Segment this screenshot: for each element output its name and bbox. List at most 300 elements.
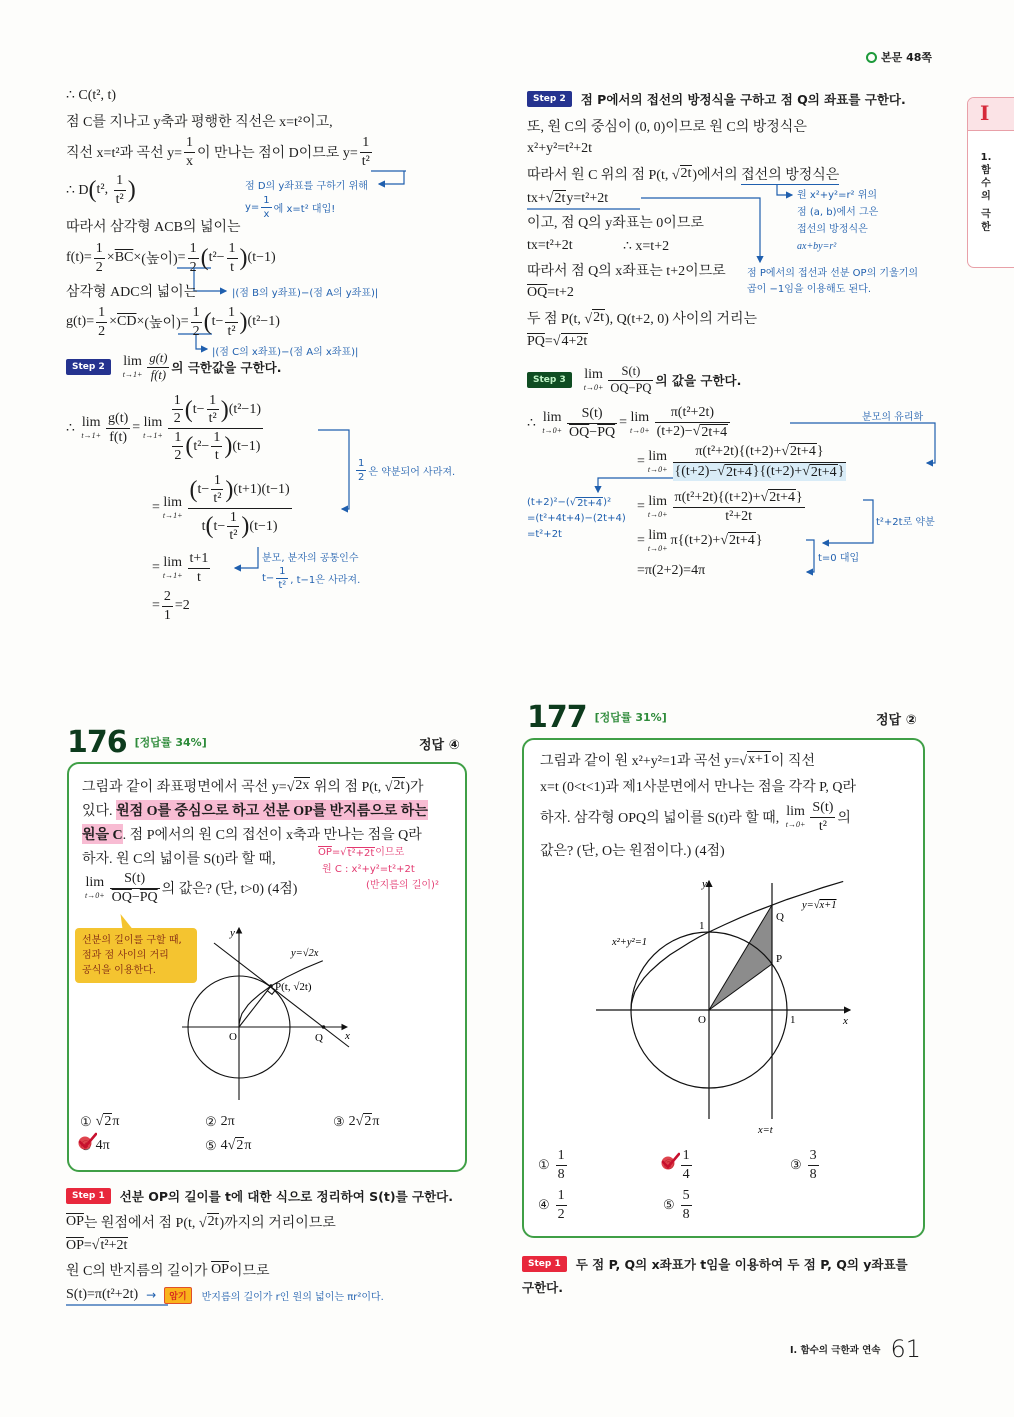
radicand: 2 [104, 1114, 112, 1130]
fraction [261, 195, 271, 220]
segment-op: $\overline{OP}$ [318, 847, 332, 858]
fraction [207, 393, 219, 427]
x-axis-label: x [345, 1030, 350, 1042]
numerator: 1 [263, 194, 270, 206]
minus-sign: − [589, 424, 598, 440]
numerator [673, 443, 847, 462]
fraction [673, 443, 847, 480]
text-segment: . 점 P에서의 원 C의 접선이 x축과 만나는 점을 Q라 [122, 828, 422, 843]
area-formula: S(t)=π(t²+2t) [66, 1287, 139, 1302]
curve-label-prefix: y=√ [802, 900, 820, 911]
step-1-heading [66, 1186, 453, 1206]
paren: ) [224, 433, 233, 460]
curve-label [801, 899, 837, 911]
tangent-equation [527, 189, 608, 209]
radicand: 2t+4 [810, 464, 837, 480]
lim-word: lim [143, 415, 163, 430]
lim-word: lim [630, 410, 650, 425]
radicand: x+1 [747, 752, 770, 768]
denominator [110, 889, 160, 905]
segment-cd: $\overline{CD}$ [117, 314, 137, 329]
origin-label: O [229, 1031, 237, 1043]
numerator: 1 [227, 510, 239, 527]
choice-3 [333, 1112, 379, 1132]
step-2-heading [527, 89, 906, 109]
solution-line [66, 134, 374, 170]
height-label: (높이) [141, 252, 178, 267]
point-q [322, 1025, 326, 1029]
limit-operator [143, 416, 163, 440]
paren: ) [239, 245, 248, 271]
x-intercept-one: 1 [790, 1014, 796, 1026]
note-text: =(t²+4t+4)−(2t+4) [527, 513, 626, 524]
note-text: =t²+2t [527, 529, 562, 540]
segment-op [239, 986, 271, 1027]
step-badge: Step 2 [66, 359, 111, 375]
line-label: x=t [758, 1125, 773, 1136]
segment-pq: $\overline{PQ}$ [597, 424, 616, 440]
paren: ( [185, 433, 194, 460]
point-p-label: P [776, 953, 783, 965]
fraction [225, 305, 237, 339]
numerator: 1 [556, 1148, 567, 1165]
choice-4-selected [80, 1136, 110, 1156]
fraction [188, 551, 211, 585]
solution-line [527, 139, 592, 159]
correct-rate: [정답률 34%] [134, 736, 207, 749]
text-segment: π{(t+2)+√ [670, 533, 729, 548]
paren: ) [220, 396, 229, 423]
problem-176-graph [175, 922, 365, 1104]
text-segment: 위의 점 P(t, √ [310, 780, 393, 795]
lim-subscript: t→1+ [143, 431, 163, 440]
times-sign: × [106, 250, 115, 265]
sqrt-sign: √ [355, 1114, 364, 1129]
solution-line [527, 116, 807, 136]
step-title: 의 값을 구한다. [655, 373, 742, 388]
numerator: 1 [211, 473, 223, 490]
step-badge: Step 3 [527, 372, 572, 388]
lim-subscript: t→0+ [583, 383, 604, 392]
text-segment: 이 만나는 점이 D이므로 y= [197, 146, 358, 161]
solution-line [527, 164, 839, 184]
annotation-note [245, 176, 368, 192]
problem-number: 177 [527, 699, 587, 735]
limit-calc-row-3 [637, 487, 807, 527]
choice-1 [80, 1112, 119, 1132]
textbook-reference [866, 49, 932, 65]
segment-pq: $\overline{PQ}$ [139, 889, 158, 905]
text-segment: } [796, 490, 803, 506]
choice-2-selected [663, 1148, 694, 1182]
lim-word: lim [123, 354, 142, 369]
numerator: 1 [207, 393, 219, 410]
limit-calc-row-1 [66, 393, 265, 463]
text-segment: {(t+2)−√ [674, 464, 725, 480]
denominator: 8 [682, 1206, 690, 1222]
lim-word: lim [163, 495, 183, 510]
fraction [655, 405, 731, 440]
red-check-icon [660, 1151, 680, 1171]
step-2-heading [66, 350, 281, 384]
chapter-char: 의 [981, 191, 991, 202]
paren: ( [203, 309, 212, 335]
limit-operator [786, 805, 806, 829]
circle-equation: x²+y²=t²+2t [527, 141, 593, 156]
connector-arrow [379, 171, 404, 184]
fraction [608, 365, 653, 396]
choice-number: ② [205, 1114, 217, 1129]
radicand: 2t+4 [790, 444, 816, 460]
text-segment: y=t²+2t [566, 191, 609, 206]
paren: ( [184, 396, 193, 423]
choice-number: ④ [538, 1197, 550, 1212]
radicand: 2t+4 [701, 424, 728, 440]
choice-5 [205, 1136, 251, 1156]
solution-line [527, 260, 726, 280]
text-segment: t²− [208, 250, 225, 265]
segment-oq: $\overline{OQ}$ [111, 889, 132, 905]
result-value: =π(2+2)=4π [637, 563, 706, 578]
text-segment: 의 값은? (단, t>0) (4점) [161, 882, 298, 897]
denominator: 2 [98, 323, 106, 339]
memo-badge: 암기 [164, 1287, 191, 1304]
radicand: 2 [236, 1138, 244, 1154]
denominator [655, 423, 731, 441]
numerator: 3 [808, 1148, 819, 1165]
limit-operator [163, 556, 183, 580]
choice-value: π [244, 1138, 252, 1153]
chapter-char: 수 [981, 178, 991, 189]
annotation-note [262, 548, 358, 564]
step-1-heading-continued [522, 1277, 563, 1297]
result-value: =2 [174, 598, 190, 613]
annotation-note [527, 495, 626, 543]
text-segment: )까지의 거리이므로 [219, 1216, 336, 1231]
g-formula [66, 303, 280, 341]
curve-label: y=√2x [291, 948, 319, 959]
solution-line [527, 283, 574, 303]
text-segment: t², [96, 182, 112, 197]
text-segment: } [837, 464, 845, 480]
annotation-note [354, 458, 455, 482]
note-text: |(점 B의 y좌표)−(점 A의 y좌표)| [232, 287, 379, 299]
numerator: 1 [184, 135, 195, 152]
denominator: t² [361, 153, 370, 169]
fraction [227, 510, 239, 544]
segment-bc: $\overline{BC}$ [114, 250, 134, 265]
x-axis-label: x [843, 1015, 848, 1027]
lim-word: lim [584, 367, 603, 382]
radicand: 2x [295, 778, 310, 794]
equals-sign: = [177, 250, 186, 265]
equals-sign: = [637, 499, 645, 514]
step-title: 선분 OP의 길이를 t에 대한 식으로 정리하여 S(t)를 구한다. [119, 1189, 453, 1204]
denominator [188, 509, 292, 544]
limit-calc-row-5 [637, 560, 705, 582]
lim-subscript: t→0+ [85, 891, 105, 900]
fraction [556, 1188, 567, 1222]
connector-arrow [806, 540, 814, 572]
chapter-char: 함 [981, 165, 991, 176]
annotation-note [797, 187, 878, 255]
radicand: 2 [364, 1114, 372, 1130]
text-segment: 두 점 P(t, √ [527, 312, 593, 327]
lim-subscript: t→1+ [122, 370, 143, 379]
problem-text-line [540, 776, 856, 796]
page-number: 61 [890, 1335, 922, 1363]
solution-line [66, 111, 333, 131]
answer-text: 정답 ② [876, 712, 917, 728]
text-segment: (t+2)−√ [656, 424, 701, 440]
problem-text-line [82, 848, 276, 868]
paren: ) [225, 476, 234, 503]
choice-number: ③ [790, 1157, 802, 1172]
text-segment: (t+1)(t−1) [233, 481, 290, 497]
point-q-label: Q [776, 911, 784, 923]
equals-sign: = [180, 314, 189, 329]
equals-sign: = [152, 500, 160, 515]
lim-subscript: t→1+ [162, 511, 183, 520]
denominator: t [230, 259, 234, 275]
origin-label: O [698, 1014, 706, 1026]
numerator [673, 489, 805, 508]
numerator: g(t) [147, 352, 169, 368]
lim-word: lim [542, 410, 562, 425]
pink-annotation [318, 845, 439, 895]
text-segment: 는 원점에서 점 P(t, √ [83, 1216, 207, 1231]
note-text: t²+2t로 약분 [876, 516, 935, 528]
times-sign: × [109, 314, 118, 329]
problem-text-line [82, 800, 428, 820]
limit-operator [648, 450, 668, 474]
compound-fraction [188, 473, 292, 544]
text-segment: π(t²+2t){(t+2)+√ [674, 490, 769, 506]
fraction [356, 458, 366, 483]
fraction [567, 406, 617, 440]
note-text: t²+2t [388, 863, 415, 875]
denominator: t²+2t [725, 509, 753, 525]
step-badge: Step 2 [527, 91, 572, 107]
sqrt-sign: √ [95, 1114, 104, 1129]
numerator: 1 [172, 393, 183, 410]
equals-sign: = [152, 598, 160, 613]
text-segment: 따라서 삼각형 ACB의 넓이는 [66, 220, 241, 235]
denominator [608, 381, 653, 396]
problem-text-line [82, 870, 297, 906]
sqrt-sign: √ [227, 1138, 236, 1153]
limit-operator [81, 416, 101, 440]
radicand: 2t+4 [729, 533, 755, 549]
denominator: 2 [173, 411, 181, 427]
segment-oq: $\overline{OQ}$ [527, 285, 548, 300]
solution-line [66, 1212, 336, 1232]
solution-line [527, 236, 669, 256]
equals-sign: = [637, 533, 645, 548]
solution-line [66, 216, 241, 236]
note-text: 분모의 유리화 [862, 411, 924, 423]
annotation-note [818, 548, 859, 564]
segment-op: $\overline{OP}$ [211, 1262, 229, 1277]
choice-value: 2 [348, 1114, 356, 1129]
text-segment: 이 직선 [770, 754, 815, 769]
text-segment: tx=t²+2t [527, 238, 573, 253]
choice-number: ③ [333, 1114, 345, 1129]
height-label: (높이) [144, 316, 181, 331]
solution-line [66, 1285, 384, 1305]
limit-operator [648, 495, 668, 519]
text-segment: t− [192, 401, 205, 417]
radicand: 2t [593, 310, 604, 326]
text-segment: 접선의 방정식은 [741, 164, 839, 185]
text-segment: 값은? (단, O는 원점이다.) (4점) [540, 844, 725, 859]
radicand: 2t+4 [725, 464, 752, 480]
chapter-title-vertical [968, 131, 1004, 234]
lim-word: lim [648, 528, 668, 543]
minus-sign: − [628, 380, 636, 395]
correct-rate: [정답률 31%] [594, 711, 667, 724]
circle-label: x²+y²=1 [612, 937, 648, 948]
text-segment: g(t)= [66, 314, 95, 329]
text-segment: 따라서 원 C 위의 점 P(t, √ [527, 168, 680, 183]
times-sign: × [136, 314, 145, 329]
numerator: π(t²+2t) [655, 405, 731, 422]
compound-fraction [168, 393, 263, 464]
fraction [110, 871, 160, 905]
text-segment: t− [213, 518, 226, 534]
connector-arrow [777, 184, 792, 195]
step-3-heading [527, 362, 741, 398]
denominator: f(t) [150, 367, 167, 382]
denominator: 4 [682, 1166, 690, 1182]
denominator: t² [115, 191, 124, 207]
problem-text-line [82, 824, 422, 844]
paren: ( [88, 177, 97, 203]
text-segment: π(t²+2t){(t+2)+√ [695, 444, 790, 460]
numerator: 1 [556, 1188, 567, 1205]
denominator: 8 [809, 1166, 817, 1182]
solution-line [66, 1236, 128, 1256]
point-c-result: ∴ C(t², t) [66, 87, 117, 103]
denominator: 2 [189, 259, 197, 275]
footer-chapter: Ⅰ. 함수의 극한과 연속 [790, 1345, 881, 1356]
denominator-highlighted [673, 463, 847, 481]
point-q-label: Q [315, 1032, 323, 1044]
step-title: 의 극한값을 구한다. [171, 360, 282, 375]
choice-2 [205, 1112, 235, 1132]
text-segment: 이므로 [228, 1264, 270, 1279]
note-text: t=0 대입 [818, 552, 860, 564]
answer-label [419, 734, 460, 752]
fraction [810, 800, 835, 834]
numerator: t+1 [188, 551, 211, 568]
choice-number: ⑤ [205, 1138, 217, 1153]
fraction [360, 135, 372, 169]
text-segment: 의 [837, 811, 851, 826]
annotation-note [862, 407, 923, 423]
text-segment: 하자. 삼각형 OPQ의 넓이를 S(t)라 할 때, [540, 811, 783, 826]
note-text: t− [262, 572, 275, 584]
note-text: 은 약분되어 사라져. [368, 466, 456, 478]
lim-subscript: t→0+ [647, 465, 668, 474]
text-segment: ), Q(t+2, 0) 사이의 거리는 [604, 312, 757, 327]
text-segment: (t²−1) [247, 314, 280, 329]
numerator: 1 [188, 241, 199, 258]
text-segment: t− [211, 314, 224, 329]
point-p [269, 984, 273, 988]
text-segment: t− [197, 481, 210, 497]
solution-line [527, 332, 588, 352]
note-text: 점 D의 y좌표를 구하기 위해 [245, 180, 368, 192]
text-segment: =t+2 [547, 285, 574, 300]
annotation-note [876, 512, 935, 528]
y-axis-label: y [702, 878, 707, 890]
note-text: 분모, 분자의 공통인수 [262, 552, 359, 564]
solution-line [527, 212, 704, 232]
circle-ring-icon [866, 52, 877, 63]
highlighted-text: 원을 C [82, 824, 123, 844]
numerator: S(t) [810, 800, 835, 817]
step-title: 두 점 P, Q의 x좌표가 t임을 이용하여 두 점 P, Q의 y좌표를 [575, 1257, 908, 1272]
choice-value: π [372, 1114, 380, 1129]
chapter-side-tab [967, 97, 1014, 268]
note-text: )² [603, 497, 612, 508]
note-text: 점 P에서의 접선과 선분 OP의 기울기의 [747, 268, 919, 279]
text-segment: 삼각형 ADC의 넓이는 [66, 285, 198, 300]
fraction [191, 305, 202, 339]
denominator: 2 [557, 1206, 565, 1222]
fraction [211, 430, 222, 464]
f-formula [66, 239, 276, 277]
annotation-note [262, 566, 360, 590]
numerator: S(t) [608, 365, 653, 381]
lim-subscript: t→0+ [647, 544, 668, 553]
step-badge: Step 1 [66, 1188, 111, 1204]
fraction [172, 393, 183, 427]
problem-text-line [540, 840, 725, 860]
denominator: x [186, 153, 193, 169]
note-text: ax+by=r² [797, 241, 837, 252]
denominator: t² [278, 579, 287, 591]
fraction [94, 241, 105, 275]
lim-word: lim [648, 449, 668, 464]
chapter-char: 한 [981, 222, 991, 233]
numerator: 1 [96, 305, 107, 322]
segment-oq: $\overline{OQ}$ [569, 424, 590, 440]
step-badge: Step 1 [522, 1256, 567, 1272]
text-segment: } [816, 444, 824, 460]
therefore-symbol: ∴ [66, 420, 79, 436]
problem-176-header [67, 724, 207, 760]
lim-word: lim [163, 555, 183, 570]
denominator: 2 [174, 447, 182, 463]
numerator: 1 [191, 305, 202, 322]
equals-sign: = [152, 560, 160, 575]
annotation-note [232, 283, 378, 299]
choice-value: π [112, 1114, 120, 1129]
annotation-note [245, 195, 335, 219]
fraction [276, 566, 288, 591]
chapter-char: 극 [981, 209, 991, 220]
connector-arrow [235, 547, 258, 568]
numerator: 1 [211, 430, 222, 447]
paren: ) [127, 177, 136, 203]
problem-177-header [527, 699, 667, 735]
reference-label: 본문 48쪽 [881, 51, 933, 64]
note-line [527, 495, 626, 511]
note-line [318, 862, 439, 879]
fraction [147, 352, 169, 383]
